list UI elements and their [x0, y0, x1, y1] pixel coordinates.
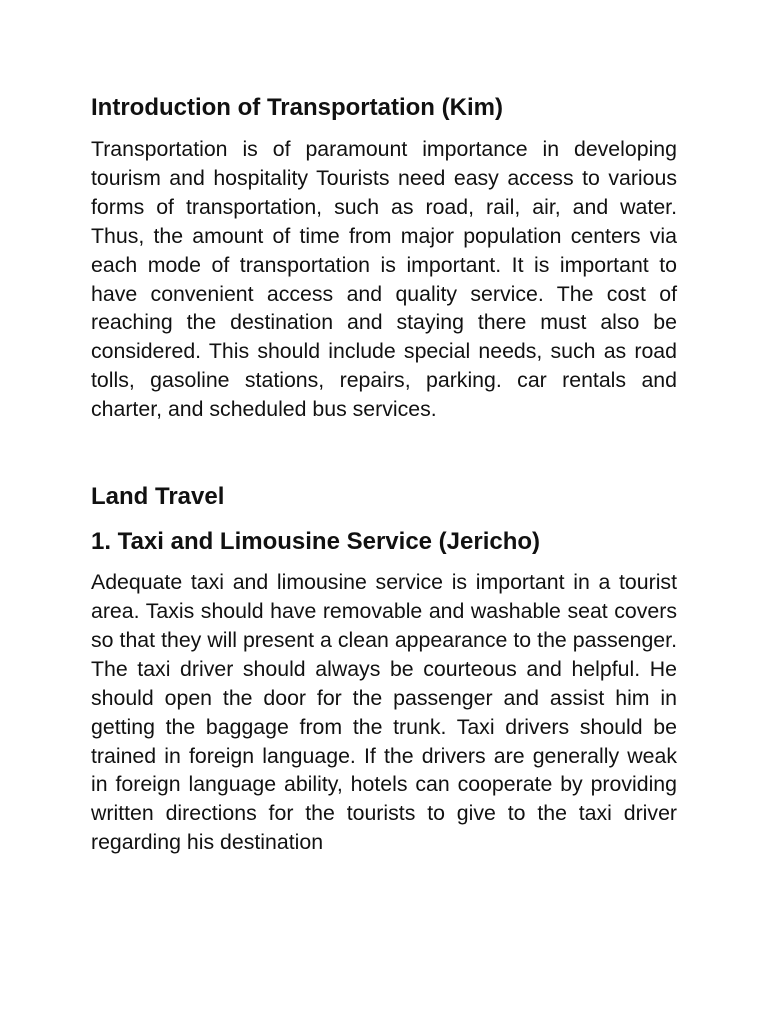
document-content: [91, 92, 677, 857]
subsection-title-taxi: 1. Taxi and Limousine Service (Jericho): [91, 528, 541, 556]
paragraph-taxi: Adequate taxi and limousine service is important in a tourist area. Taxis should have removable and washable seat covers so that they will present a clean appearance to the passenger. The taxi driver should always be courteous and helpful. He should open the door for the passenger and assist him in getting the baggage from the trunk. Taxi drivers should be trained in foreign language. If the drivers are generally weak in foreign language ability, hotels can cooperate by providing written directions for the tourists to give to the taxi driver regarding his destination: [91, 570, 677, 855]
section-title-land-travel: Land Travel: [91, 483, 225, 511]
paragraph-introduction: Transportation is of paramount importance in developing tourism and hospitality Tourists need easy access to various forms of transportation, such as road, rail, air, and water. Thus, the amount of time from major population centers via each mode of transportation is important. It is important to have convenient access and quality service. The cost of reaching the destination and staying there must also be considered. This should include special needs, such as road tolls, gasoline stations, repairs, parking. car rentals and charter, and scheduled bus services.: [91, 137, 677, 422]
section-title-introduction: Introduction of Transportation (Kim): [91, 94, 503, 121]
